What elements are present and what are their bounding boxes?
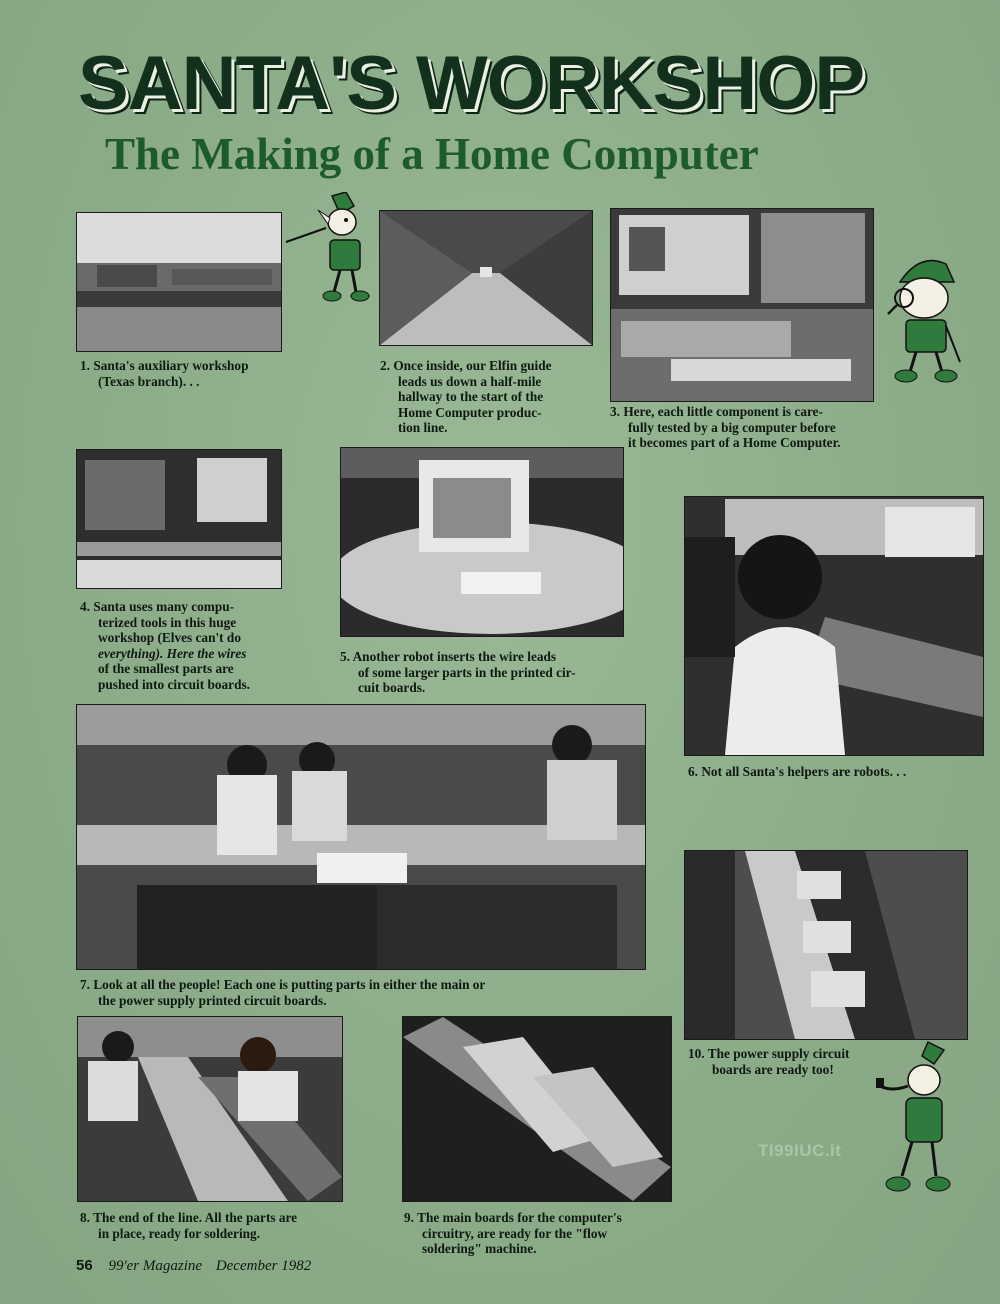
page-subtitle: The Making of a Home Computer [105, 129, 759, 179]
photo-6 [684, 496, 984, 756]
caption-10 [688, 1046, 888, 1077]
caption-10-line: boards are ready too! [712, 1061, 834, 1077]
caption-4 [80, 599, 280, 692]
issue-date: December 1982 [215, 1258, 312, 1274]
caption-1-line: Santa's auxiliary workshop [93, 358, 249, 373]
caption-4-line: workshop (Elves can't do [98, 630, 241, 645]
caption-9 [404, 1210, 674, 1257]
page-number: 56 [76, 1257, 93, 1274]
caption-10-number: 10. [688, 1046, 705, 1061]
photo-9 [402, 1016, 672, 1202]
caption-8-line: in place, ready for soldering. [98, 1225, 261, 1241]
caption-9-line: The main boards for the computer's [417, 1210, 622, 1225]
caption-5-line: of some larger parts in the printed cir- [358, 664, 576, 680]
photo-7 [76, 704, 646, 970]
caption-2-line: Once inside, our Elfin guide [393, 358, 552, 373]
caption-8-line: The end of the line. All the parts are [93, 1210, 298, 1225]
caption-1 [80, 358, 290, 389]
caption-2-line: hallway to the start of the [398, 389, 544, 404]
caption-7-number: 7. [80, 977, 90, 992]
caption-2-line: leads us down a half-mile [398, 373, 542, 389]
caption-10-line: The power supply circuit [707, 1046, 850, 1061]
magazine-name: 99'er Magazine [108, 1258, 203, 1274]
caption-9-line: circuitry, are ready for the "flow [422, 1225, 608, 1241]
caption-2-line: Home Computer produc- [398, 404, 542, 420]
caption-8-number: 8. [80, 1210, 90, 1225]
caption-5-number: 5. [340, 649, 350, 664]
elf-magnifier-illustration [880, 252, 976, 384]
photo-1 [76, 212, 282, 352]
caption-7-line: the power supply printed circuit boards. [98, 992, 327, 1008]
caption-3-line: it becomes part of a Home Computer. [628, 435, 841, 450]
caption-3-line: Here, each little component is care- [623, 404, 823, 419]
caption-2-line: tion line. [398, 420, 448, 435]
caption-5-line: Another robot inserts the wire leads [352, 649, 557, 664]
page-footer [76, 1257, 321, 1275]
caption-6-line: Not all Santa's helpers are robots. . . [701, 764, 907, 779]
caption-3-line: fully tested by a big computer before [628, 419, 836, 435]
caption-2-number: 2. [380, 358, 390, 373]
caption-5 [340, 649, 622, 696]
caption-8 [80, 1210, 342, 1241]
caption-4-line: Santa uses many compu- [93, 599, 235, 614]
caption-5-line: cuit boards. [358, 680, 426, 695]
caption-6-number: 6. [688, 764, 698, 779]
caption-3 [610, 404, 880, 451]
caption-7 [80, 977, 640, 1008]
photo-4 [76, 449, 282, 589]
caption-2 [380, 358, 592, 436]
caption-4-number: 4. [80, 599, 90, 614]
caption-1-line: (Texas branch). . . [98, 373, 200, 389]
caption-9-number: 9. [404, 1210, 414, 1225]
photo-5 [340, 447, 624, 637]
caption-4-line: everything). Here the wires [98, 645, 247, 661]
photo-2 [379, 210, 593, 346]
caption-6 [688, 764, 982, 780]
page-title: SANTA'S WORKSHOP [78, 41, 865, 126]
watermark: TI99IUC.it [758, 1141, 842, 1160]
caption-1-number: 1. [80, 358, 90, 373]
photo-10 [684, 850, 968, 1040]
photo-8 [77, 1016, 343, 1202]
caption-4-line: of the smallest parts are [98, 661, 234, 676]
caption-4-line: terized tools in this huge [98, 614, 237, 630]
caption-7-line: Look at all the people! Each one is putting parts in either the main or [93, 977, 486, 992]
photo-3 [610, 208, 874, 402]
caption-3-number: 3. [610, 404, 620, 419]
caption-4-line: pushed into circuit boards. [98, 676, 250, 692]
elf-guide-pointing-illustration [282, 192, 378, 304]
caption-9-line: soldering" machine. [422, 1241, 537, 1256]
